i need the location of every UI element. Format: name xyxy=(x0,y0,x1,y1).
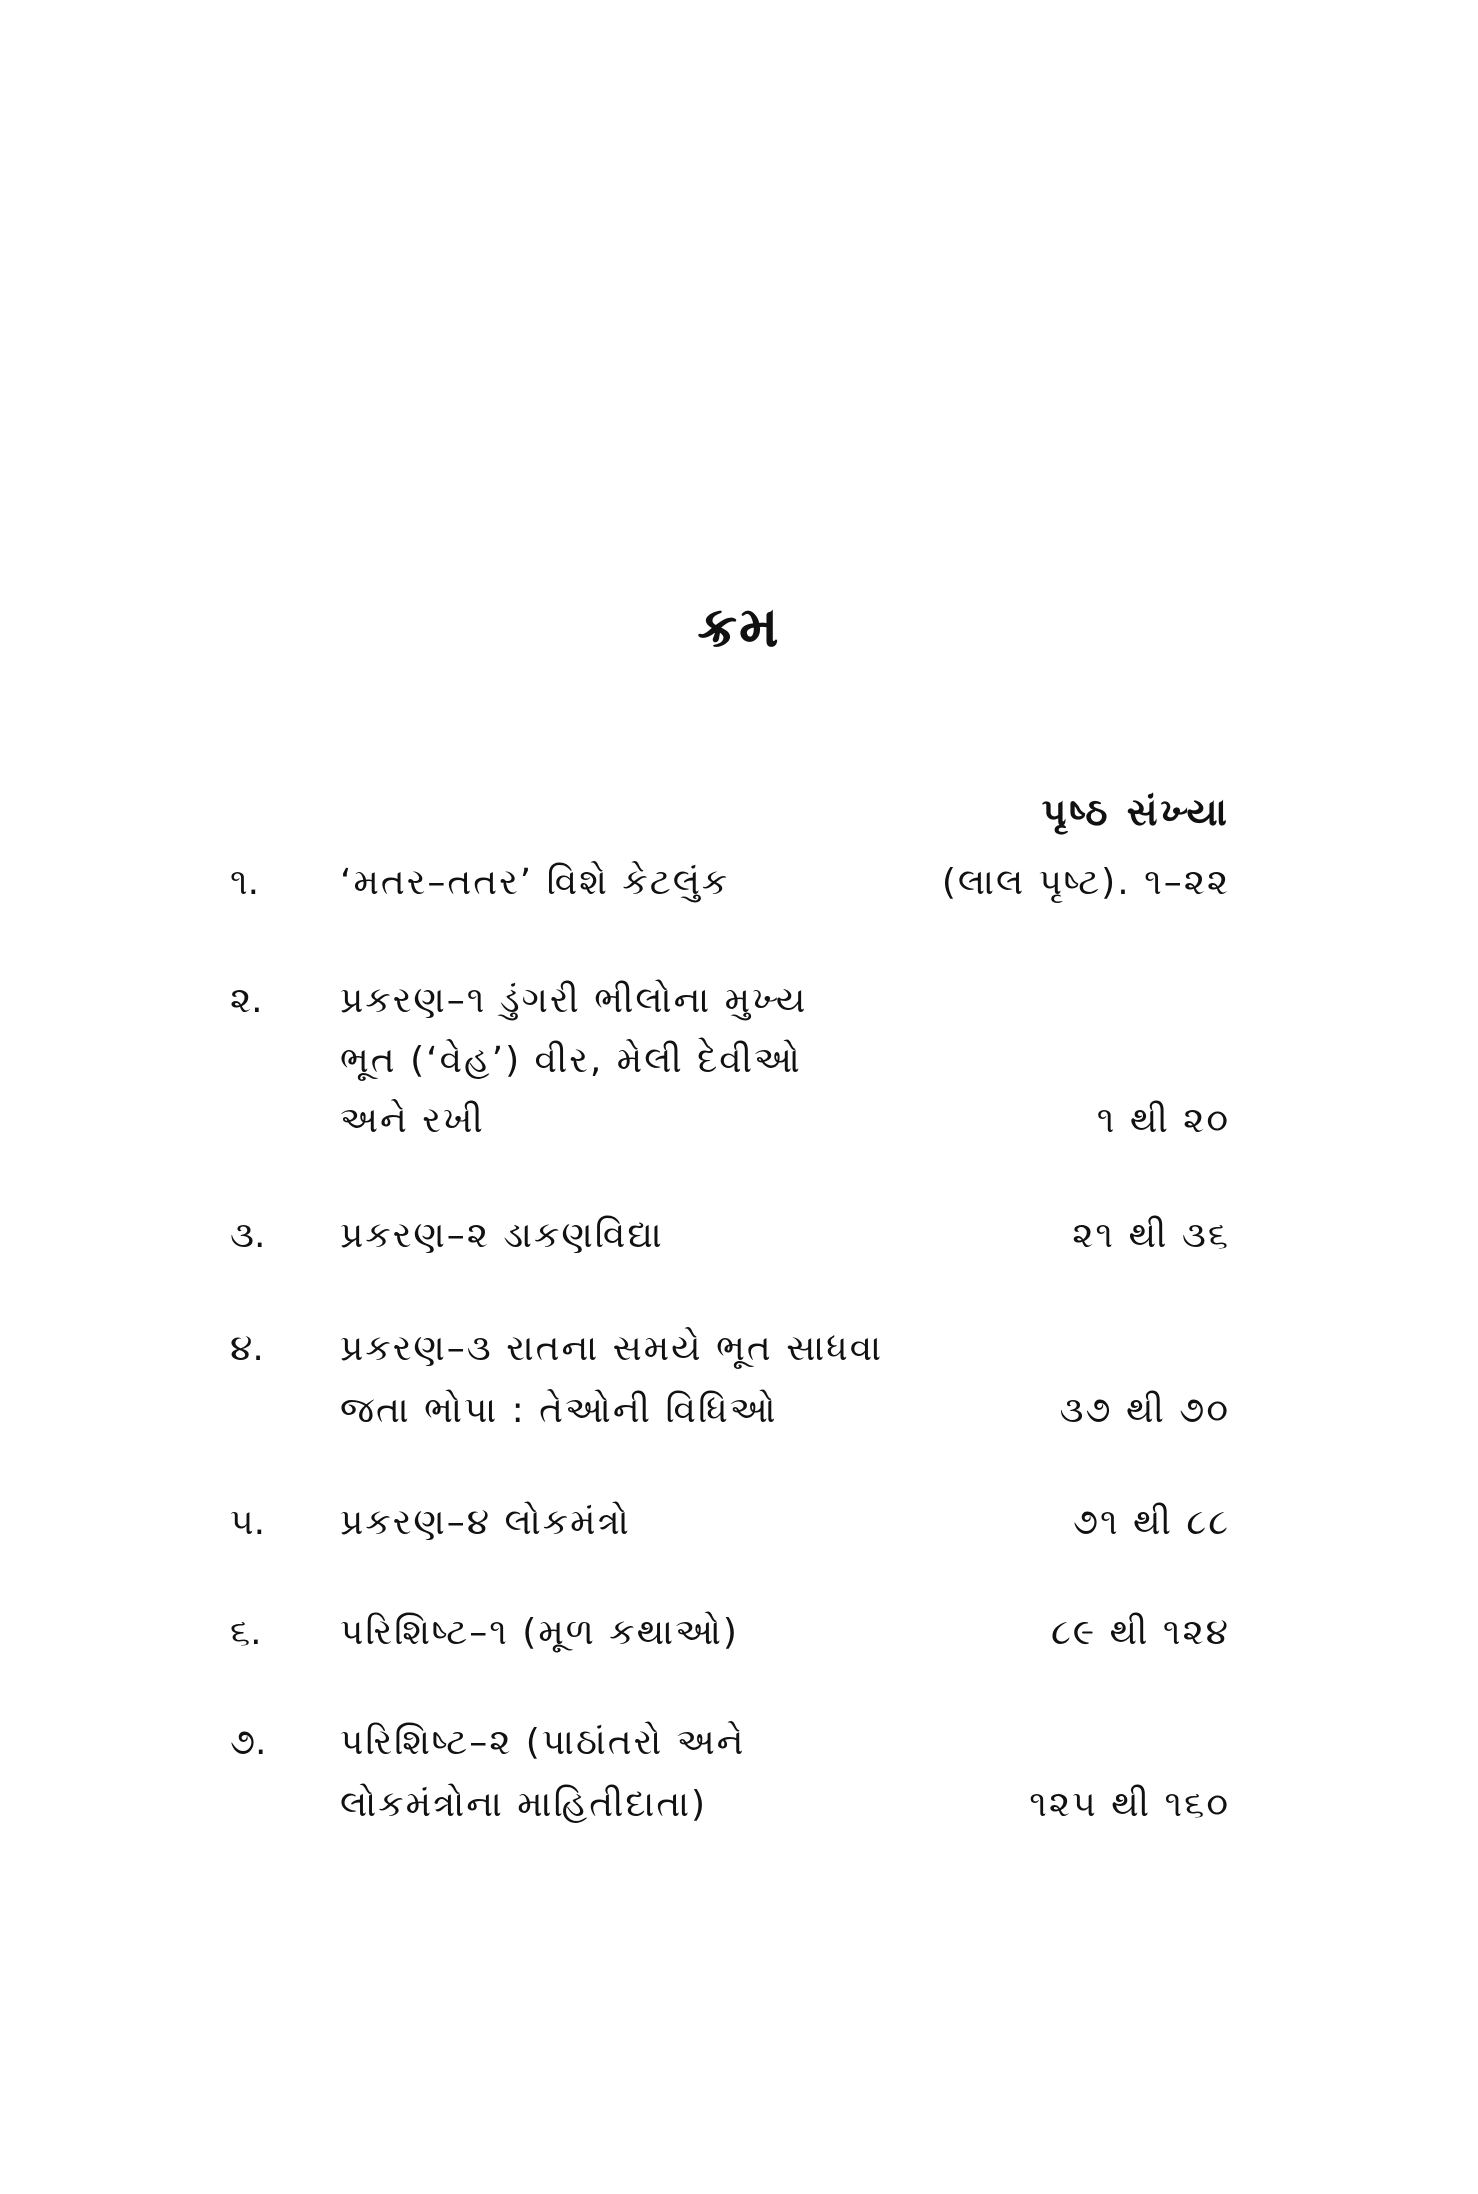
toc-entry-title: પ્રકરણ–૪ લોકમંત્રો xyxy=(340,1502,631,1543)
page-title: ક્રમ xyxy=(697,595,781,660)
toc-entry-number: ૧. xyxy=(230,862,260,903)
toc-entry-number: ૨. xyxy=(230,980,263,1021)
toc-entry-pages: ૩૭ થી ૭૦ xyxy=(1059,1390,1230,1431)
toc-entry-2 xyxy=(230,980,1230,1160)
toc-entry-title-line-2: લોકમંત્રોના માહિતીદાતા) xyxy=(340,1784,708,1825)
page-count-heading: પૃષ્ઠ સંખ્યા xyxy=(1041,790,1230,834)
toc-entry-title-line-1: પ્રકરણ–૩ રાતના સમયે ભૂત સાધવા xyxy=(340,1328,884,1369)
toc-entry-number: ૭. xyxy=(230,1722,267,1763)
toc-entry-pages: ૧૨૫ થી ૧૬૦ xyxy=(1029,1784,1230,1825)
toc-entry-3 xyxy=(230,1215,1230,1275)
toc-entry-pages: ૮૯ થી ૧૨૪ xyxy=(1051,1612,1230,1653)
toc-entry-6 xyxy=(230,1612,1230,1672)
toc-entry-title: પ્રકરણ–૨ ડાકણવિદ્યા xyxy=(340,1215,664,1256)
toc-entry-pages: ૨૧ થી ૩૬ xyxy=(1072,1215,1230,1256)
toc-entry-number: ૩. xyxy=(230,1215,266,1256)
toc-entry-number: ૫. xyxy=(230,1502,266,1543)
toc-entry-5 xyxy=(230,1502,1230,1562)
toc-entry-number: ૬. xyxy=(230,1612,262,1653)
toc-entry-7 xyxy=(230,1722,1230,1842)
toc-entry-pages: ૭૧ થી ૮૮ xyxy=(1072,1502,1230,1543)
toc-entry-title-line-3: અને રખી xyxy=(340,1100,485,1141)
toc-entry-number: ૪. xyxy=(230,1328,264,1369)
toc-entry-title-line-2: ભૂત (‘વેહ’) વીર, મેલી દેવીઓ xyxy=(340,1040,802,1081)
toc-entry-title-line-1: પરિશિષ્ટ–૨ (પાઠાંતરો અને xyxy=(340,1722,746,1763)
toc-entry-pages: (લાલ પૃષ્ટ). ૧–૨૨ xyxy=(941,862,1230,903)
toc-entry-title: ‘મતર–તતર’ વિશે કેટલુંક xyxy=(340,862,730,903)
toc-entry-pages: ૧ થી ૨૦ xyxy=(1096,1100,1230,1141)
toc-entry-4 xyxy=(230,1328,1230,1448)
toc-entry-1 xyxy=(230,862,1230,922)
toc-entry-title-line-2: જતા ભોપા : તેઓની વિધિઓ xyxy=(340,1390,778,1431)
toc-entry-title-line-1: પ્રકરણ–૧ ડુંગરી ભીલોના મુખ્ય xyxy=(340,980,808,1021)
toc-entry-title: પરિશિષ્ટ–૧ (મૂળ કથાઓ) xyxy=(340,1612,739,1653)
